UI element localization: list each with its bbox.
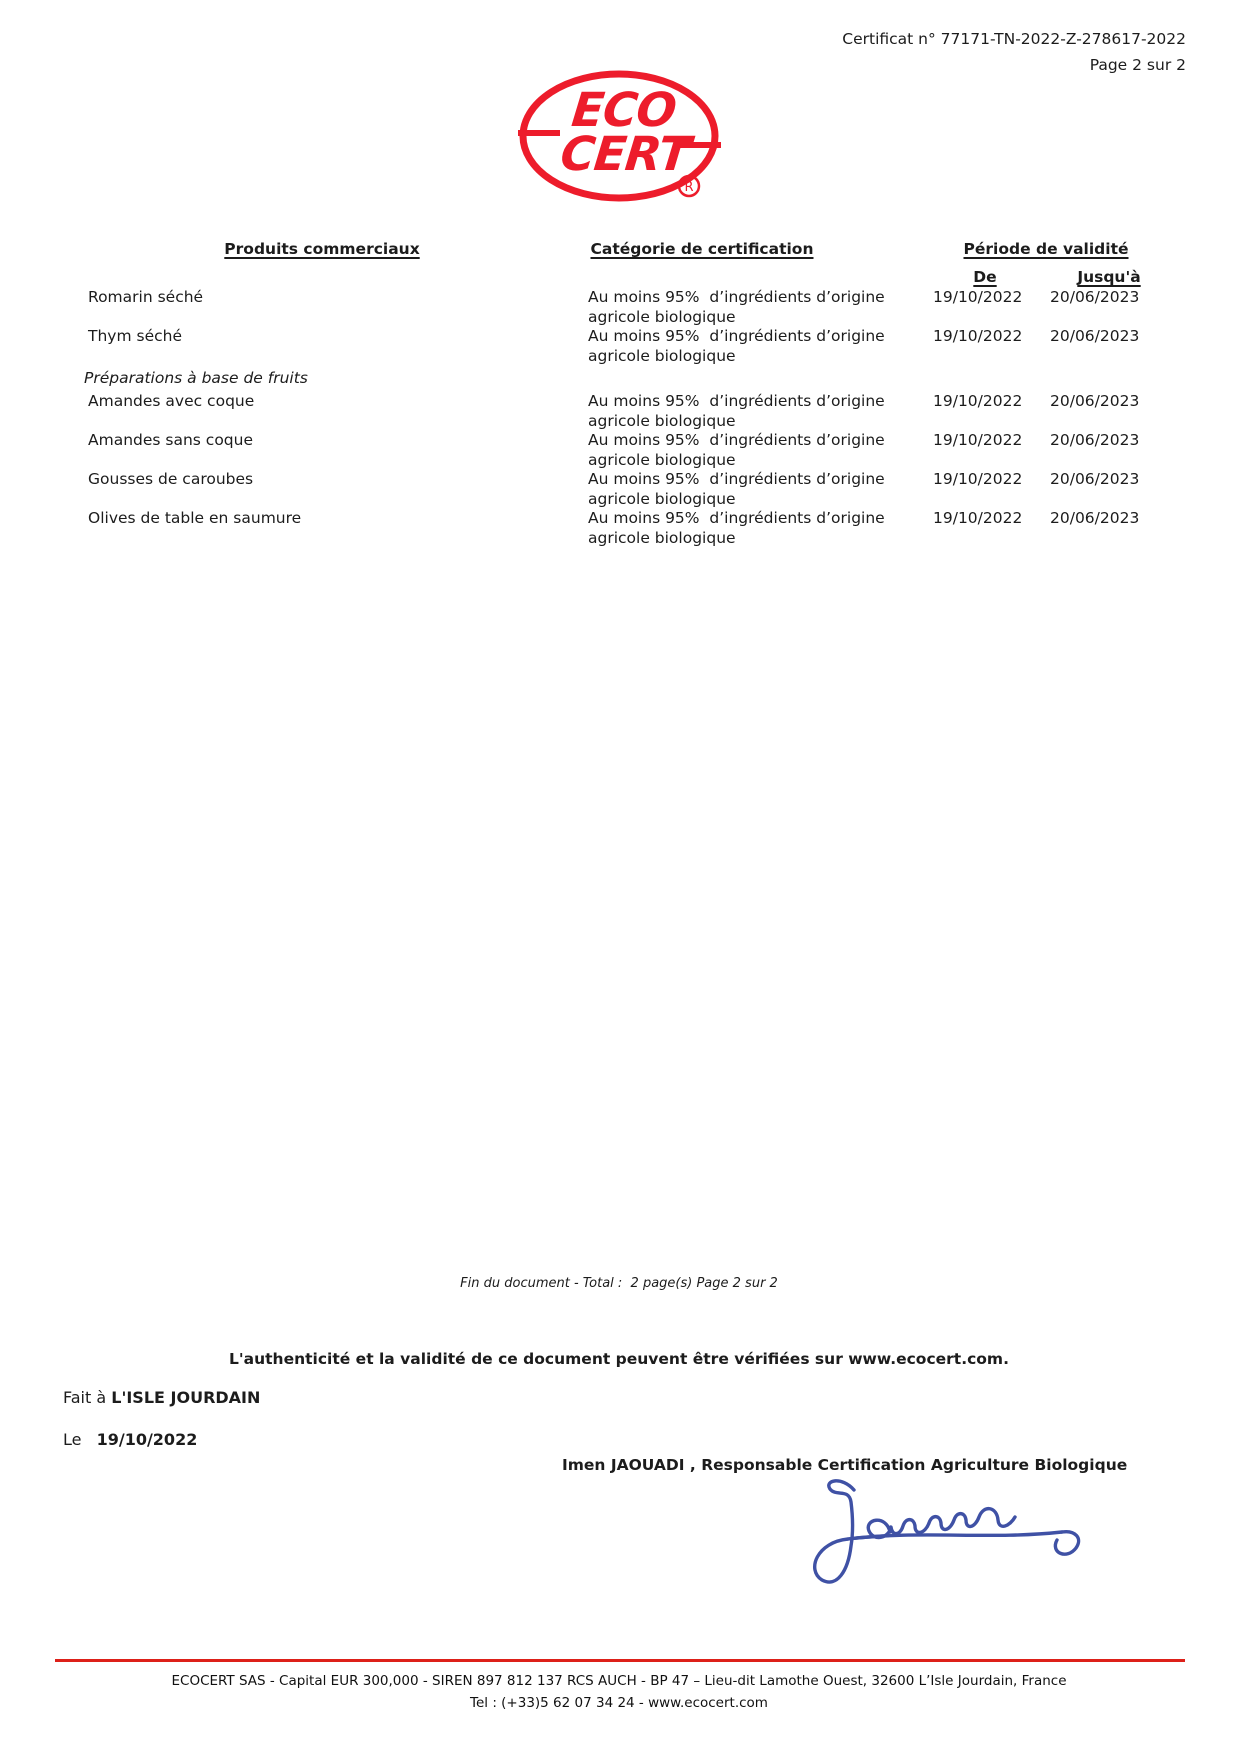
valid-from-date: 19/10/2022 <box>933 288 1023 306</box>
valid-from-date: 19/10/2022 <box>933 509 1023 527</box>
signatory-line: Imen JAOUADI , Responsable Certification Agriculture Biologique <box>562 1456 1128 1474</box>
date-label: Le <box>63 1430 82 1449</box>
valid-to-date: 20/06/2023 <box>1050 288 1140 306</box>
date-value: 19/10/2022 <box>96 1430 198 1449</box>
column-header-validity: Période de validité <box>963 240 1129 258</box>
table-row <box>0 470 1238 509</box>
product-name: Thym séché <box>88 327 182 345</box>
column-header-category: Catégorie de certification <box>590 240 814 258</box>
document-header <box>842 26 1186 78</box>
logo-text-cert: CERT <box>557 127 693 182</box>
page-footer <box>0 1670 1238 1714</box>
authenticity-statement: L'authenticité et la validité de ce document peuvent être vérifiées sur www.ecocert.com. <box>229 1350 1009 1368</box>
category-line-1: Au moins 95% d’ingrédients d’origine <box>588 288 885 306</box>
valid-from-date: 19/10/2022 <box>933 470 1023 488</box>
category-line-2: agricole biologique <box>588 450 736 469</box>
section-title: Préparations à base de fruits <box>84 369 308 387</box>
table-row <box>0 431 1238 470</box>
footer-divider <box>55 1659 1185 1662</box>
end-of-document-note: Fin du document - Total : 2 page(s) Page 2 sur 2 <box>460 1276 778 1291</box>
category-line-1: Au moins 95% d’ingrédients d’origine <box>588 392 885 410</box>
product-name: Romarin séché <box>88 288 204 306</box>
certification-category <box>588 470 933 509</box>
product-name: Amandes avec coque <box>88 392 255 410</box>
product-name: Gousses de caroubes <box>88 470 254 488</box>
category-line-2: agricole biologique <box>588 307 736 326</box>
category-line-2: agricole biologique <box>588 411 736 430</box>
valid-to-date: 20/06/2023 <box>1050 392 1140 410</box>
table-row <box>0 392 1238 431</box>
category-line-1: Au moins 95% d’ingrédients d’origine <box>588 470 885 488</box>
certification-category <box>588 509 933 548</box>
table-row <box>0 288 1238 327</box>
signature <box>800 1474 1106 1600</box>
product-name: Olives de table en saumure <box>88 509 302 527</box>
made-at-line <box>63 1388 260 1407</box>
table-row <box>0 509 1238 548</box>
valid-to-date: 20/06/2023 <box>1050 470 1140 488</box>
footer-contact-line: Tel : (+33)5 62 07 34 24 - www.ecocert.com <box>470 1695 768 1711</box>
category-line-2: agricole biologique <box>588 528 736 547</box>
date-line <box>63 1430 197 1449</box>
valid-from-date: 19/10/2022 <box>933 392 1023 410</box>
valid-to-date: 20/06/2023 <box>1050 509 1140 527</box>
certification-category <box>588 288 933 327</box>
category-line-1: Au moins 95% d’ingrédients d’origine <box>588 327 885 345</box>
certification-category <box>588 431 933 470</box>
category-line-2: agricole biologique <box>588 489 736 508</box>
made-at-value: L'ISLE JOURDAIN <box>111 1388 261 1407</box>
footer-company-line: ECOCERT SAS - Capital EUR 300,000 - SIREN 897 812 137 RCS AUCH - BP 47 – Lieu-dit Lamothe Ouest, 32600 L’Isle Jourdain, France <box>171 1673 1067 1689</box>
certification-category <box>588 392 933 431</box>
certificate-number: Certificat n° 77171-TN-2022-Z-278617-2022 <box>842 30 1186 48</box>
category-line-2: agricole biologique <box>588 346 736 365</box>
column-header-products: Produits commerciaux <box>224 240 420 258</box>
page-indicator: Page 2 sur 2 <box>1089 56 1186 74</box>
valid-from-date: 19/10/2022 <box>933 431 1023 449</box>
category-line-1: Au moins 95% d’ingrédients d’origine <box>588 431 885 449</box>
table-section-row <box>0 366 1238 392</box>
column-header-from: De <box>973 268 997 286</box>
valid-to-date: 20/06/2023 <box>1050 431 1140 449</box>
column-header-to: Jusqu'à <box>1077 268 1141 286</box>
made-at-label: Fait à <box>63 1388 107 1407</box>
certification-category <box>588 327 933 366</box>
products-table <box>0 288 1238 548</box>
valid-to-date: 20/06/2023 <box>1050 327 1140 345</box>
logo-registered-mark: R <box>684 180 694 195</box>
valid-from-date: 19/10/2022 <box>933 327 1023 345</box>
ecocert-logo-icon <box>516 70 722 204</box>
logo-text-eco: ECO <box>569 83 679 138</box>
product-name: Amandes sans coque <box>88 431 254 449</box>
category-line-1: Au moins 95% d’ingrédients d’origine <box>588 509 885 527</box>
table-row <box>0 327 1238 366</box>
